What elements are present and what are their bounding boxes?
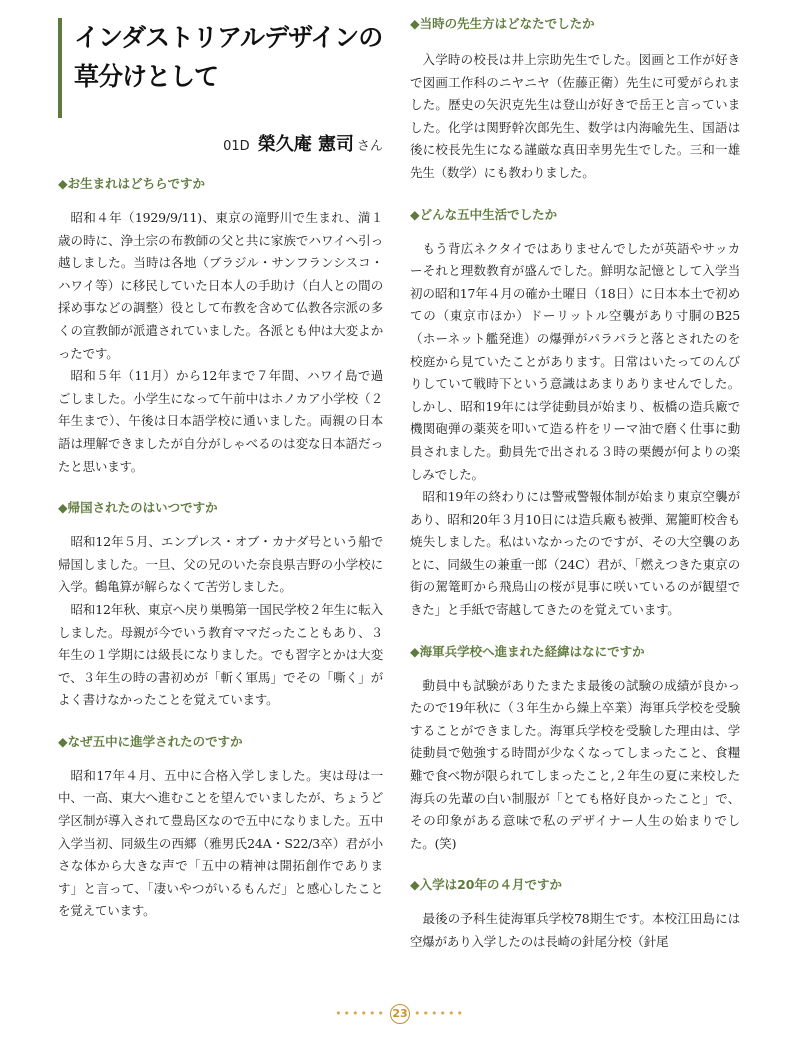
title-line-2: 草分けとして — [74, 62, 219, 91]
page-footer — [0, 1004, 800, 1024]
section-heading-return: ◆帰国されたのはいつですか — [58, 500, 218, 516]
section-heading-enrollment: ◆入学は20年の４月ですか — [410, 877, 563, 893]
paragraph: 昭和12年秋、東京へ戻り巣鴨第一国民学校２年生に転入しました。母親が今でいう教育ママだったこともあり、３年生の１学期には級長になりました。でも習字とかは大変で、３年生の時の書初めが「斬く軍馬」でその「嘶く」がよく書けなかったことを覚えています。 — [58, 601, 383, 708]
paragraph: 昭和17年４月、五中に合格入学しました。実は母は一中、一高、東大へ進むことを望んでいましたが、ちょうど学区制が導入されて豊島区なので五中になりました。五中入学当初、同級生の西郷（雅男氏24A・S22/3卒）君が小さな体から大きな声で「五中の精神は開拓創作であります」と言って、「凄いやつがいるもんだ」と感心したことを覚えています。 — [58, 767, 383, 919]
paragraph: 昭和19年の終わりには警戒警報体制が始まり東京空襲があり、昭和20年３月10日には造兵廠も被弾、駕籠町校舎も焼失しました。私はいなかったのですが、その大空襲のあとに、同級生の兼重一郎（24C）君が、「燃えつきた東京の街の駕篭町から飛鳥山の桜が見事に咲いているのが観望できた」と手紙で寄越してきたのを覚えています。 — [410, 489, 740, 618]
class-code: 01D — [223, 139, 250, 154]
section-heading-school-life: ◆どんな五中生活でしたか — [410, 206, 558, 222]
paragraph: もう背広ネクタイではありませんでしたが英語やサッカーそれと理数教育が盛んでした。鮮明な記憶として入学当初の昭和17年４月の確か土曜日（18日）に日本本土で初めての（東京市ほか）ドーリットル空襲があり寸胴のB25（ホーネット艦発進）の爆弾がパラパラと落とされたのを校庭から見ていたことがあります。日常はいたってのんびりしていて戦時下という意識はあまりありませんでした。しかし、昭和19年には学徒動員が始まり、板橋の造兵廠で機関砲弾の薬莢を叩いて造る杵をリーマ油で磨く仕事に動員されました。動員先で出される３時の栗饅が何よりの楽しみでした。 — [410, 240, 740, 482]
section-heading-teachers: ◆当時の先生方はどなたでしたか — [410, 16, 595, 31]
footer-dots-right: •••••• — [414, 1007, 465, 1020]
paragraph: 最後の予科生徒海軍兵学校78期生です。本校江田島には空爆があり入学したのは長崎の針尾分校（針尾 — [410, 911, 740, 949]
page-number: 23 — [390, 1004, 410, 1024]
paragraph: 入学時の校長は井上宗助先生でした。図画と工作が好きで図画工作科のニヤニヤ（佐藤正衛）先生に可愛がられました。歴史の矢沢克先生は登山が好きで岳王と言っていました。化学は関野幹次郎先生、数学は内海喩先生、国語は後に校長先生になる謹厳な真田幸男先生でした。三和一雄先生（数学）にも教わりました。 — [410, 52, 740, 180]
section-heading-birthplace: ◆お生まれはどちらですか — [58, 176, 205, 191]
title-line-1: インダストリアルデザインの — [74, 23, 383, 52]
paragraph: 昭和12年５月、エンプレス・オブ・カナダ号という船で帰国しました。一旦、父の兄のいた奈良県吉野の小学校に入学。鶴亀算が解らなくて苦労しました。 — [58, 534, 383, 595]
section-heading-naval-academy: ◆海軍兵学校へ進まれた経緯はなにですか — [410, 643, 645, 659]
byline — [58, 130, 383, 156]
section-heading-school-choice: ◆なぜ五中に進学されたのですか — [58, 733, 243, 749]
article-title — [58, 18, 383, 118]
paragraph: 昭和４年（1929/9/11)、東京の滝野川で生まれ、満１歳の時に、浄土宗の布教師の父と共に家族でハワイへ引っ越しました。当時は各地（ブラジル・サンフランシスコ・ハワイ等）に移民していた日本人の手助け（白人との間の採め事などの調整）役として布教を含めて仏教各宗派の多くの宣教師が派遣されていました。各派とも仲は大変よかったです。 — [58, 210, 383, 361]
left-column — [58, 18, 383, 923]
honorific: さん — [356, 139, 383, 154]
paragraph: 動員中も試験がありたまたま最後の試験の成績が良かったので19年秋に（３年生から繰上卒業）海軍兵学校を受験することができました。海軍兵学校を受験した理由は、学徒動員で勉強する時間が少なくなってしまったこと、食糧難で食べ物が限られてしまったこと,２年生の夏に来校した海兵の先輩の白い制服が「とても格好良かったこと」で、その印象がある意味で私のデザイナー人生の始まりでした。(笑) — [410, 677, 740, 851]
paragraph: 昭和５年（11月）から12年まで７年間、ハワイ島で過ごしました。小学生になって午前中はホノカア小学校（２年生まで）、午後は日本語学校に通いました。両親の日本語は理解できましたが自分がしゃべるのは変な日本語だったと思います。 — [58, 368, 383, 474]
author-name: 榮久庵 憲司 — [257, 134, 354, 155]
right-column — [410, 14, 740, 954]
footer-dots-left: •••••• — [335, 1007, 386, 1020]
